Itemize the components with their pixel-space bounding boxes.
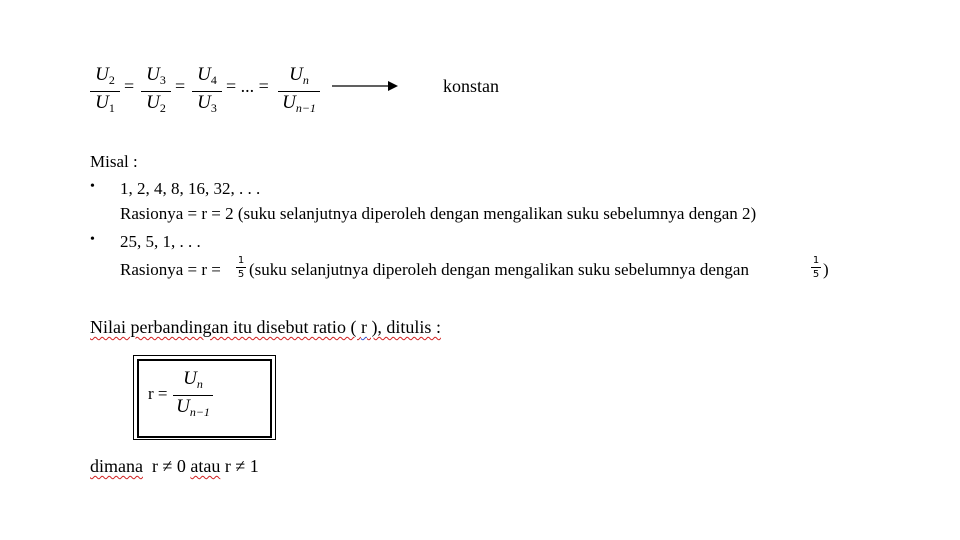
- example2-ratio: Rasionya = r =: [120, 260, 221, 279]
- equals-sign: =: [124, 76, 135, 96]
- example2-ratio-explanation: (suku selanjutnya diperoleh dengan mengalikan suku sebelumnya dengan: [249, 260, 749, 279]
- misal-heading: Misal :: [90, 152, 138, 171]
- fraction-u2-u1: $U_2$ $U_1$: [90, 64, 120, 119]
- fraction-u4-u3: $U_4$ $U_3$: [192, 64, 222, 119]
- bullet-icon: •: [90, 232, 95, 247]
- example2-sequence: 25, 5, 1, . . .: [120, 232, 201, 251]
- fraction-un-over-un-1: $U_n$ $U_{n-1}$: [173, 368, 213, 423]
- ratio-definition-sentence: Nilai perbandingan itu disebut ratio ( r ), ditulis :: [90, 317, 441, 337]
- example1-sequence: 1, 2, 4, 8, 16, 32, . . .: [120, 179, 261, 198]
- condition-line: dimana r ≠ 0 atau r ≠ 1: [90, 456, 259, 476]
- equals-sign: =: [175, 76, 186, 96]
- fraction-u3-u2: $U_3$ $U_2$: [141, 64, 171, 119]
- example2-ratio-close: ): [823, 260, 829, 279]
- fraction-un-un-1: $U_n$ $U_{n-1}$: [278, 64, 320, 119]
- konstan-label: konstan: [443, 76, 499, 96]
- right-arrow-icon: [332, 80, 400, 92]
- ellipsis-equals: = ... =: [226, 76, 269, 96]
- fraction-one-fifth: 1 5: [237, 255, 245, 280]
- bullet-icon: •: [90, 179, 95, 194]
- example1-ratio: Rasionya = r = 2 (suku selanjutnya diperoleh dengan mengalikan suku sebelumnya dengan 2): [120, 204, 757, 223]
- fraction-one-fifth: 1 5: [812, 255, 820, 280]
- ratio-formula-lhs: r =: [148, 384, 168, 403]
